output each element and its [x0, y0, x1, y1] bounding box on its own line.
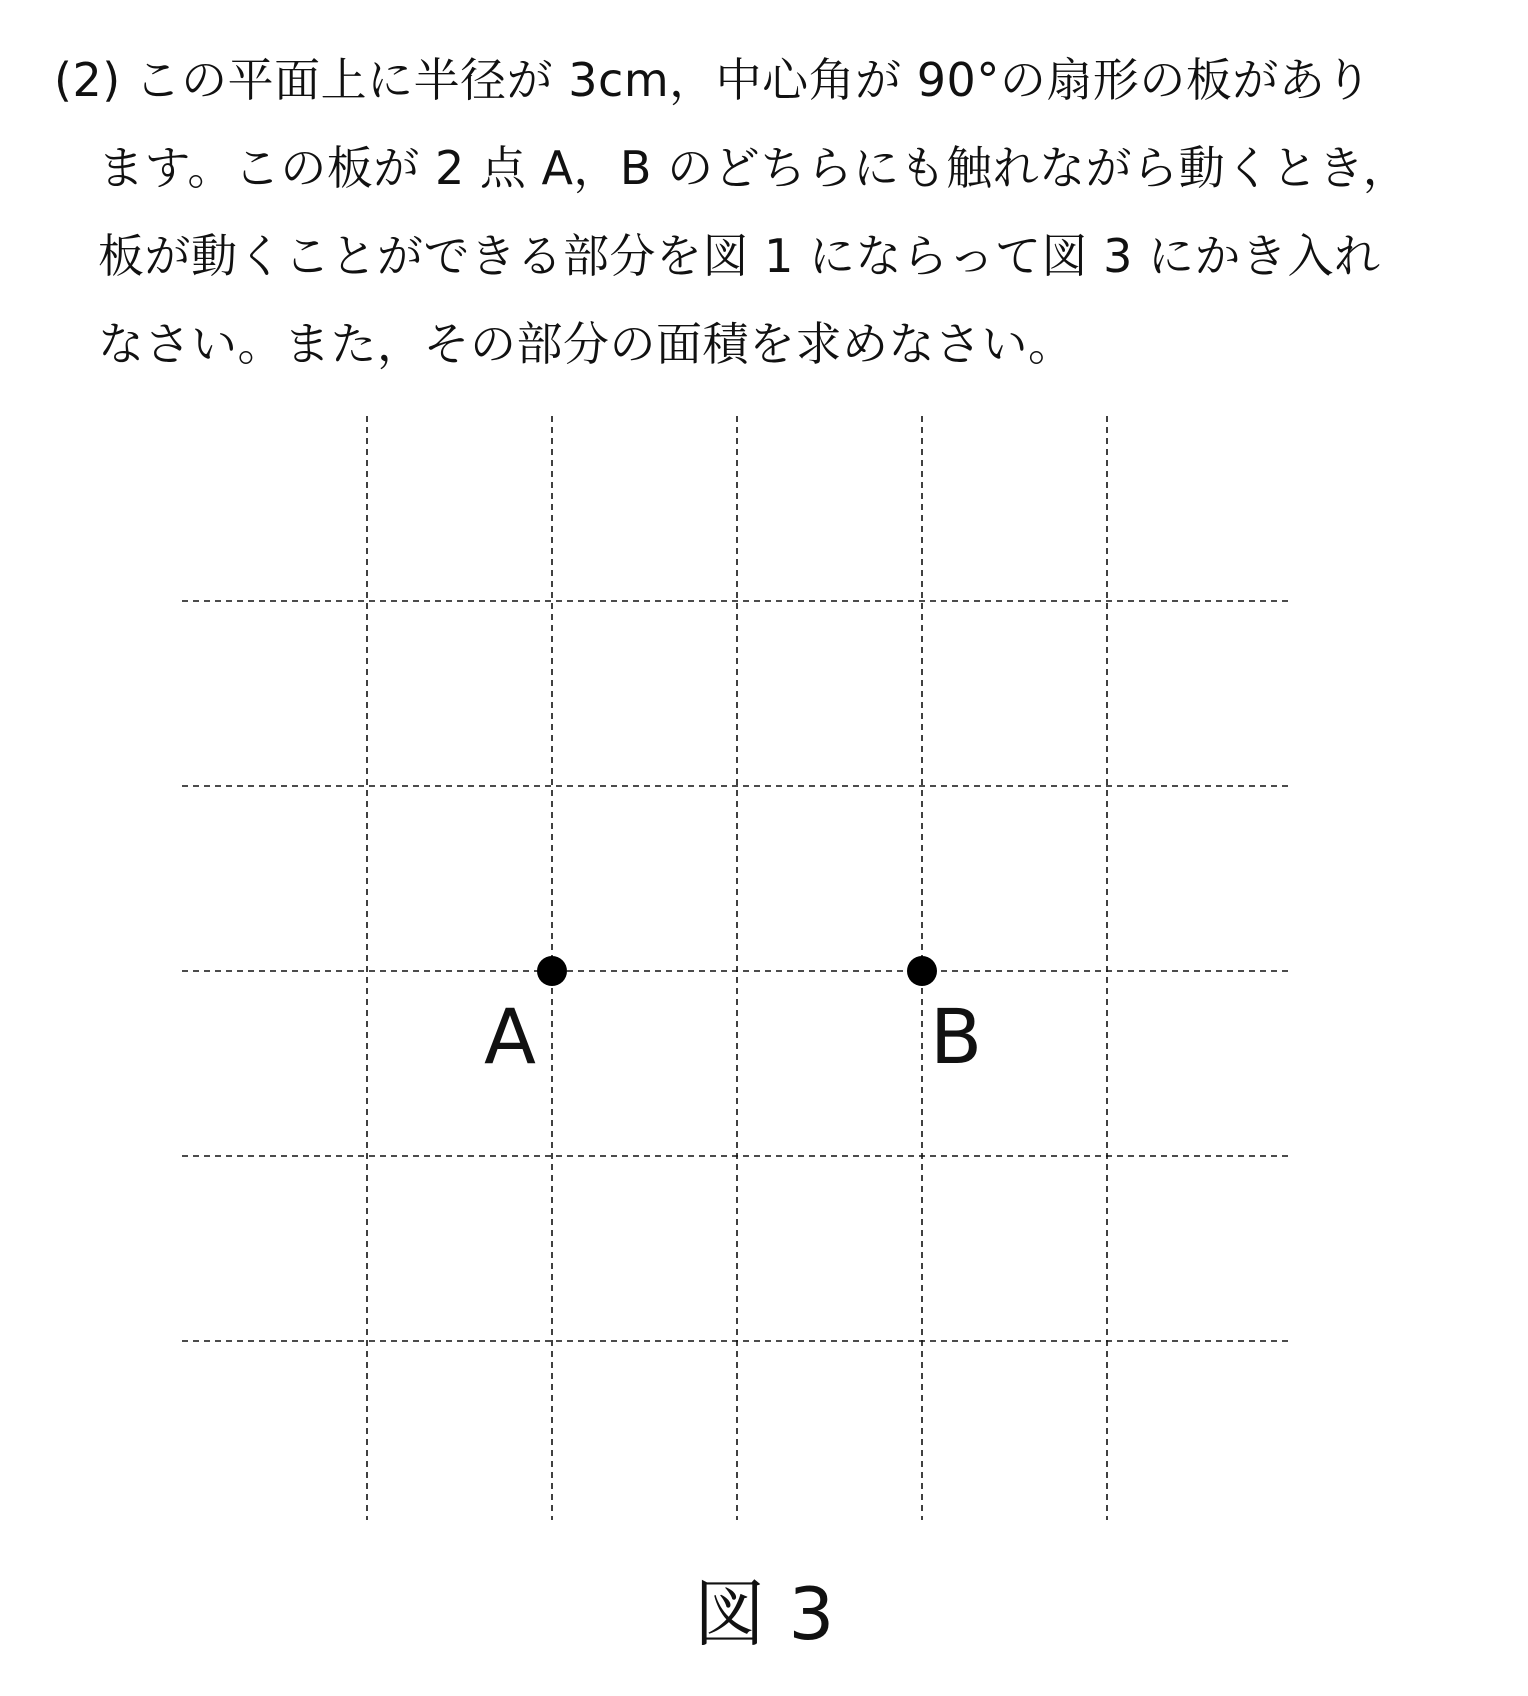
question-number: (2): [54, 53, 121, 107]
point-b-label: B: [930, 992, 983, 1081]
question-line-4: なさい。また，その部分の面積を求めなさい。: [98, 317, 1075, 371]
question-line-1-text: この平面上に半径が 3cm，中心角が 90°の扇形の板があり: [134, 53, 1372, 107]
question-line-2: ます。この板が 2 点 A，B のどちらにも触れながら動くとき，: [98, 141, 1410, 195]
figure-caption: 図 3: [693, 1572, 835, 1656]
grid-points: [484, 956, 982, 1081]
point-b-dot: [907, 956, 937, 986]
point-a-dot: [537, 956, 567, 986]
question-line-3: 板が動くことができる部分を図 1 にならって図 3 にかき入れ: [98, 229, 1381, 283]
grid-lines: [182, 416, 1292, 1520]
point-a-label: A: [484, 992, 536, 1081]
